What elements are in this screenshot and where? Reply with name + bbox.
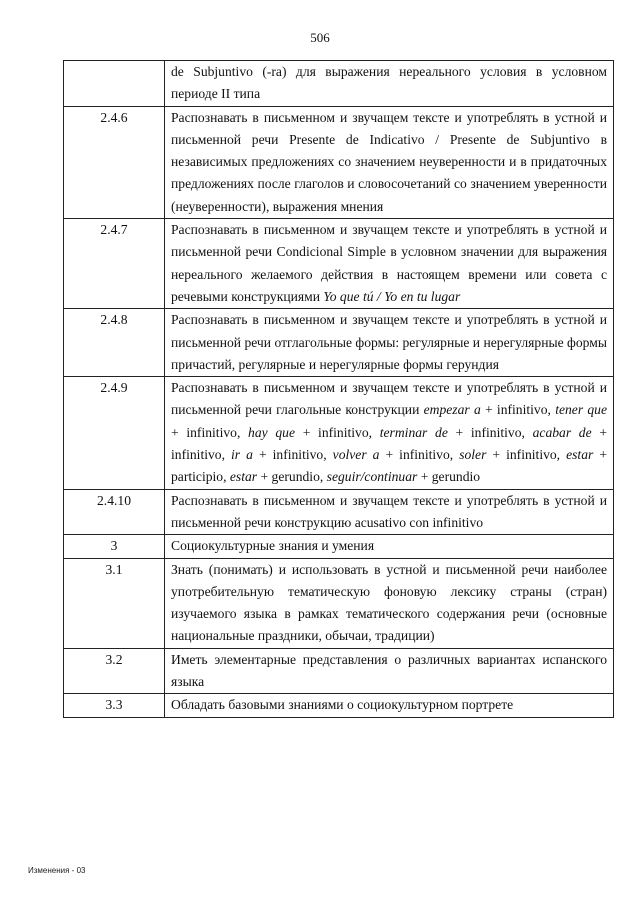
requirement-text: [165, 106, 614, 218]
requirement-text-italic: tener que: [555, 402, 608, 418]
requirement-text: [165, 694, 614, 717]
section-code: 2.4.10: [64, 489, 165, 535]
table-row: [64, 694, 614, 717]
requirement-text-italic: soler: [459, 447, 487, 463]
requirement-text: [165, 558, 614, 648]
section-code: [64, 61, 165, 107]
table-row: [64, 61, 614, 107]
requirement-text-segment: Распознавать в письменном и звучащем тексте и употреблять в устной и письменной речи Presente de Indicativo / Presente de Subjuntivo в независимых предложениях со значением неуверенности и в придаточных предложениях после глаголов и словосочетаний со значением уверенности (неуверенности), выражения мнения: [171, 109, 607, 214]
requirement-text-italic: Yo que tú / Yo en tu lugar: [323, 288, 461, 304]
requirement-text-segment: Распознавать в письменном и звучащем тексте и употреблять в устной и письменной речи глагольные конструкции: [171, 380, 607, 418]
requirement-text-italic: estar: [566, 447, 594, 463]
section-code: 2.4.8: [64, 309, 165, 377]
requirement-text: [165, 219, 614, 309]
section-code: 2.4.6: [64, 106, 165, 218]
requirement-text-segment: + infinitivo,: [480, 402, 556, 418]
requirement-text-italic: volver a: [332, 447, 380, 463]
section-code: 3.2: [64, 648, 165, 694]
table-row: [64, 219, 614, 309]
table-row: [64, 106, 614, 218]
requirement-text-italic: ir a: [231, 447, 253, 463]
requirement-text-italic: empezar a: [423, 402, 481, 418]
requirement-text-segment: Знать (понимать) и использовать в устной и письменной речи наиболее употребительную тематическую фоновую лексику страны (стран) изучаемого языка в рамках тематического содержания речи (основные национальные праздники, обычаи, традиции): [171, 561, 607, 644]
requirements-table: [63, 60, 614, 718]
table-row: [64, 489, 614, 535]
section-code: 2.4.9: [64, 377, 165, 489]
requirement-text-segment: Распознавать в письменном и звучащем тексте и употреблять в устной и письменной речи Condicional Simple в условном значении для выражения нереального желаемого действия в настоящем времени или совета с речевыми конструкциями: [171, 222, 607, 304]
requirement-text: [165, 648, 614, 694]
requirement-text: [165, 61, 614, 107]
requirement-text: [165, 489, 614, 535]
requirement-text: [165, 377, 614, 489]
requirement-text-segment: + infinitivo,: [447, 424, 533, 440]
table-row: [64, 309, 614, 377]
section-code: 3.1: [64, 558, 165, 648]
requirement-text-segment: Социокультурные знания и умения: [171, 538, 375, 554]
requirement-text-segment: + infinitivo,: [171, 424, 608, 463]
table-row: [64, 648, 614, 694]
requirement-text: [165, 309, 614, 377]
page-number: 506: [310, 30, 330, 45]
requirement-text-segment: + infinitivo,: [379, 447, 460, 463]
requirement-text-segment: + infinitivo,: [171, 424, 249, 440]
requirement-text-segment: + gerundio,: [257, 469, 327, 485]
section-code: 2.4.7: [64, 219, 165, 309]
requirement-text-segment: + participio,: [171, 447, 607, 485]
requirement-text-segment: + infinitivo,: [486, 447, 567, 463]
requirement-text-segment: + infinitivo,: [252, 447, 333, 463]
requirement-text: [165, 535, 614, 558]
section-code: 3.3: [64, 694, 165, 717]
requirement-text-segment: + infinitivo,: [295, 424, 380, 440]
requirements-table-body: [64, 61, 614, 718]
requirement-text-segment: Иметь элементарные представления о различных вариантах испанского языка: [171, 651, 607, 690]
footer-revision: Изменения - 03: [28, 866, 86, 875]
table-row: [64, 377, 614, 489]
requirement-text-segment: Распознавать в письменном и звучащем тексте и употреблять в устной и письменной речи отглагольные формы: регулярные и нерегулярные формы причастий, регулярные и нерегулярные формы герундия: [171, 312, 607, 372]
requirement-text-segment: de Subjuntivo (-ra) для выражения нереального условия в условном периоде II типа: [171, 64, 607, 102]
section-code: 3: [64, 535, 165, 558]
requirement-text-italic: acabar de: [532, 424, 592, 440]
table-row: [64, 558, 614, 648]
requirement-text-italic: seguir/continuar: [326, 469, 418, 485]
requirement-text-italic: hay que: [248, 424, 295, 440]
table-row: [64, 535, 614, 558]
requirement-text-segment: Обладать базовыми знаниями о социокультурном портрете: [171, 697, 514, 713]
requirement-text-segment: + gerundio: [417, 469, 481, 485]
requirement-text-segment: Распознавать в письменном и звучащем тексте и употреблять в устной и письменной речи конструкцию acusativo con infinitivo: [171, 492, 607, 530]
requirement-text-italic: estar: [229, 469, 258, 485]
requirement-text-italic: terminar de: [379, 424, 448, 440]
